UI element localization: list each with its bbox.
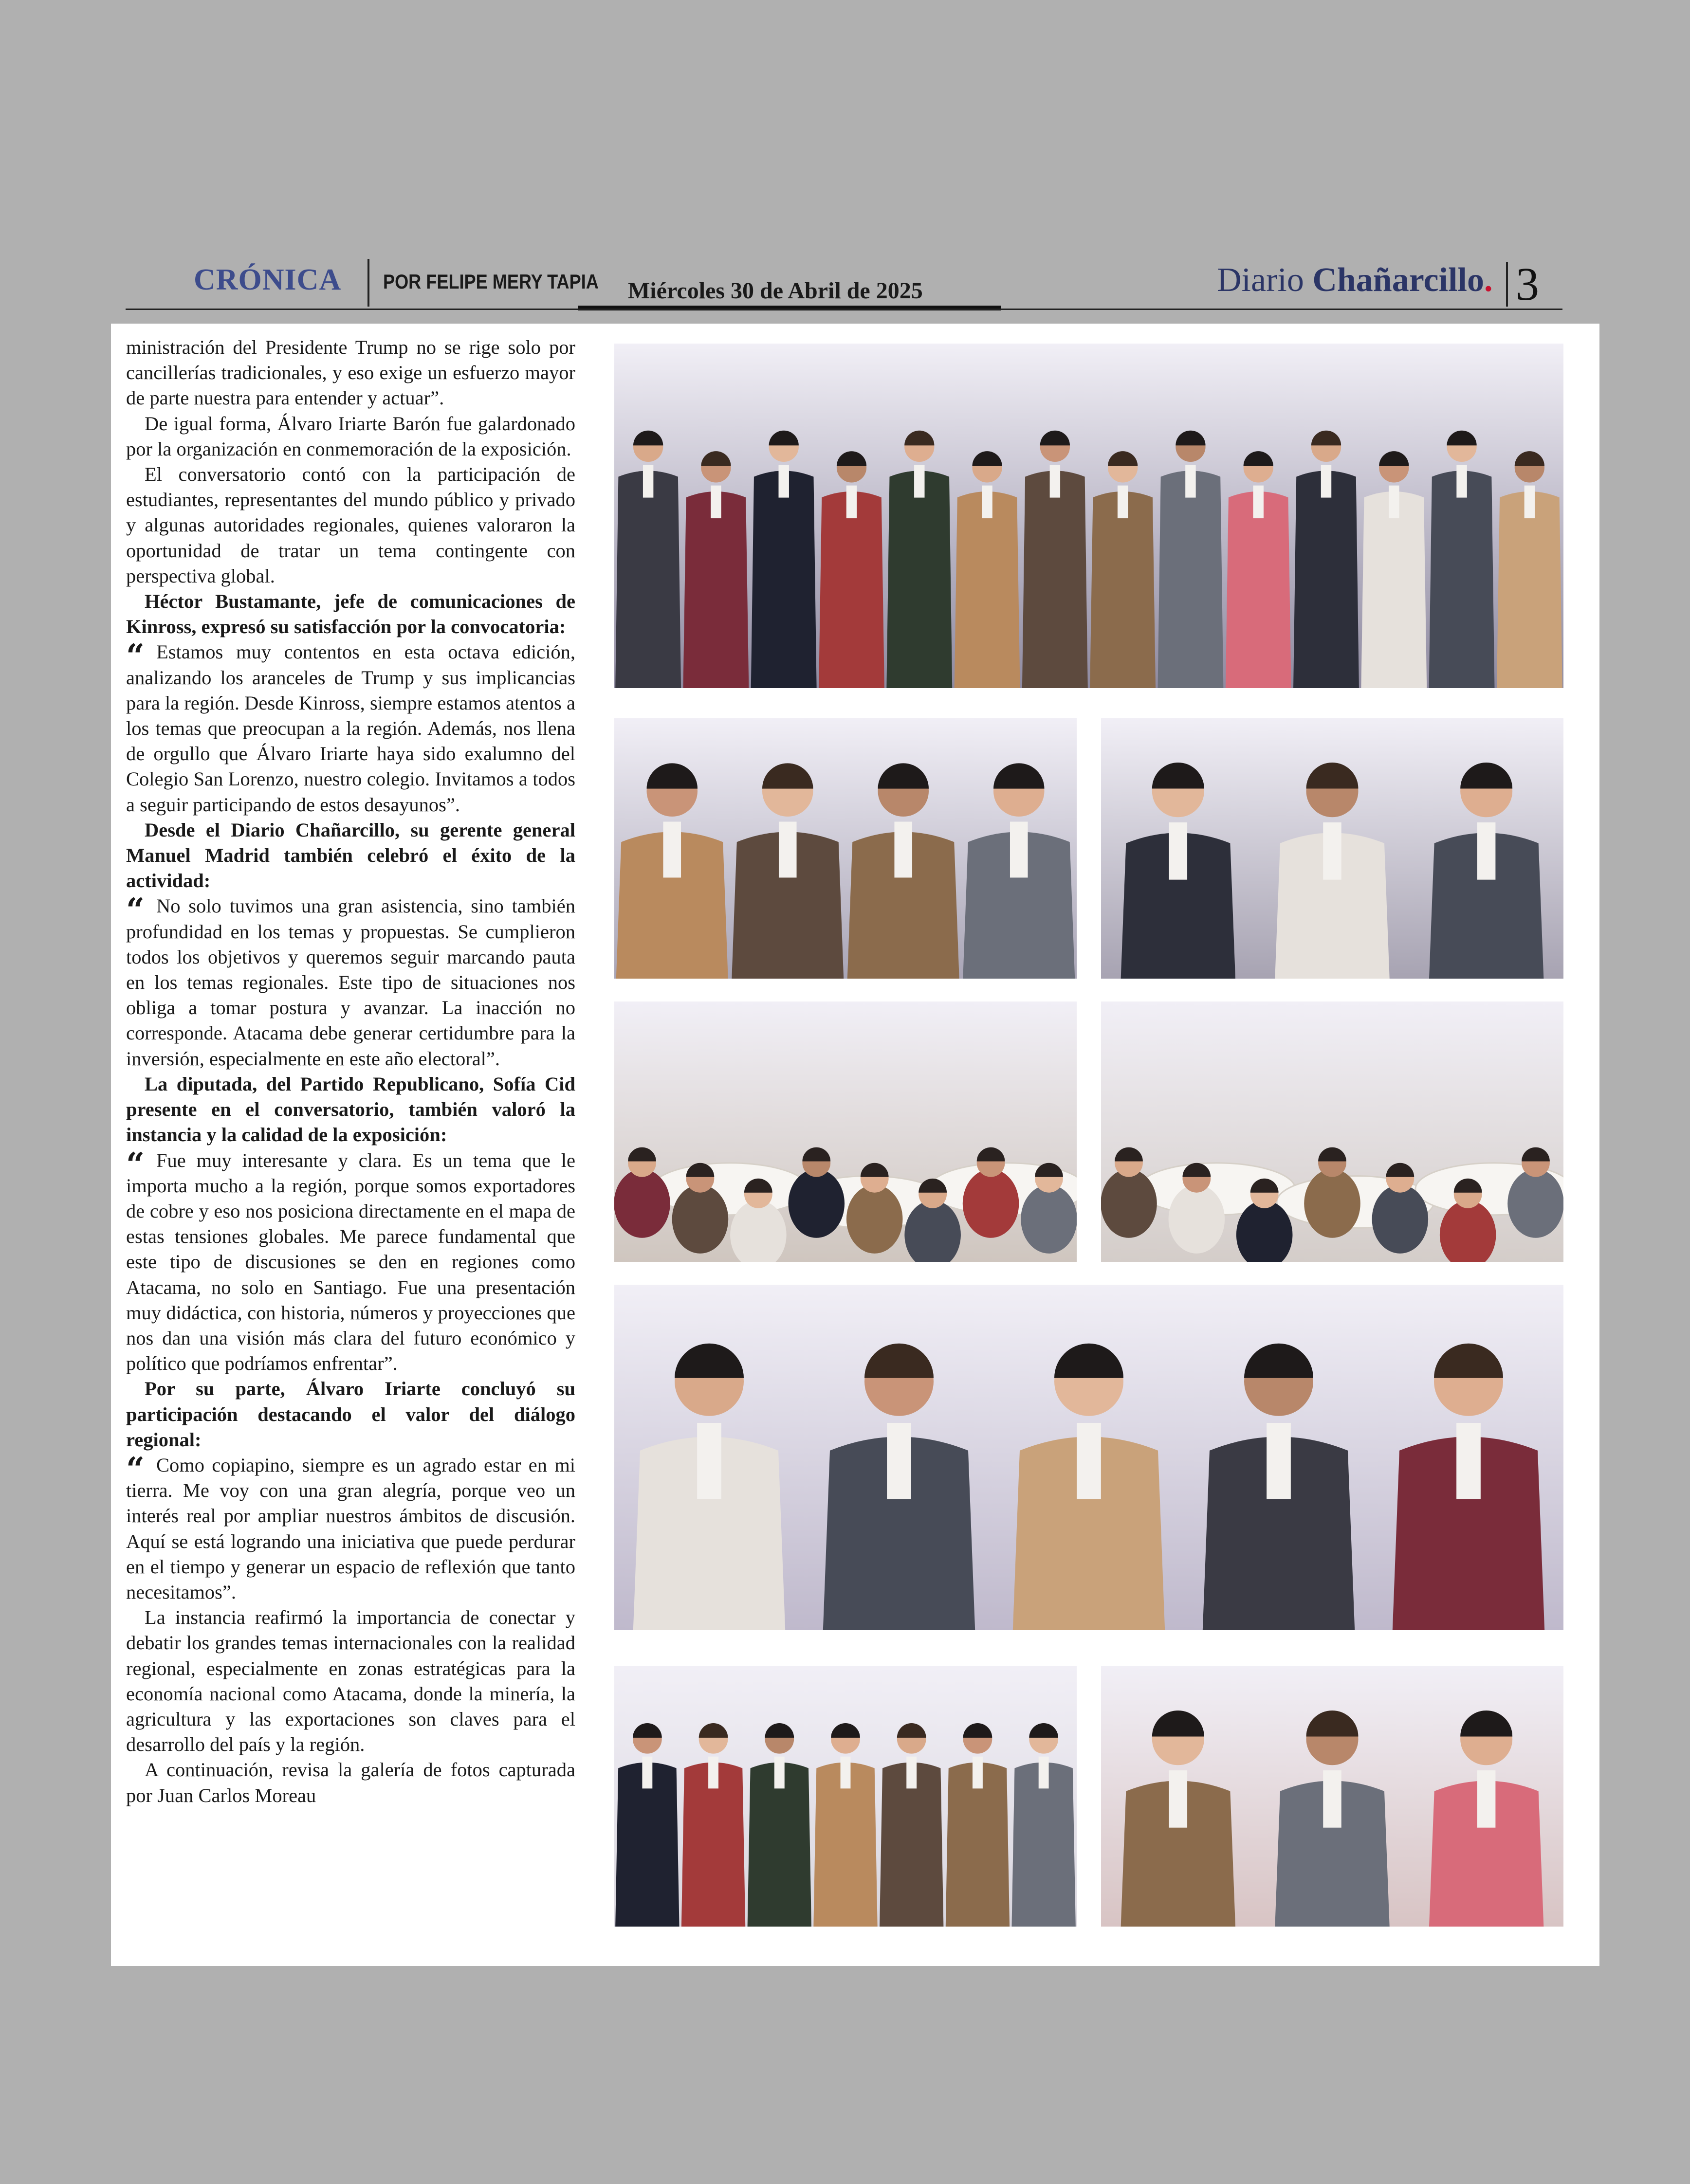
photo-table-guests <box>1101 1001 1563 1262</box>
photo-students-bags <box>614 1666 1077 1927</box>
quote-text: No solo tuvimos una gran asistencia, sino también profundidad en los temas y propuestas. Se cumplieron todos los objetivos y queremos seguir marcando pauta en los temas regionales. Este tipo de situaciones nos obliga a tomar postura y avanzar. La inacción no corresponde. Atacama debe generar certidumbre para la inversión, especialmente en este año electoral”. <box>126 895 575 1070</box>
quote-paragraph: “ Fue muy interesante y clara. Es un tema que le importa mucho a la región, porque somos exportadores de cobre y eso nos posiciona directamente en el mapa de estas tensiones globales. Me parece fundamental que este tipo de discusiones se den en regiones como Atacama, no solo en Santiago. Fue una presentación muy didáctica, con historia, números y proyecciones que nos dan una visión más clara del futuro económico y político que podríamos enfrentar”. <box>126 1145 575 1375</box>
quote-text: Fue muy interesante y clara. Es un tema que le importa mucho a la región, porque somos exportadores de cobre y eso nos posiciona directamente en el mapa de estas tensiones globales. Me parece fundamental que este tipo de discusiones se den en regiones como Atacama, no solo en Santiago. Fue una presentación muy didáctica, con historia, números y proyecciones que nos dan una visión más clara del futuro económico y político que podríamos enfrentar”. <box>126 1149 575 1375</box>
photo-authorities <box>614 1285 1563 1630</box>
quote-paragraph: “ Estamos muy contentos en esta octava edición, analizando los aranceles de Trump y sus implicancias para la región. Desde Kinross, siempre estamos atentos a los temas que preocupan a la región. Además, nos llena de orgullo que Álvaro Iriarte haya sido exalumno del Colegio San Lorenzo, nuestro colegio. Invitamos a todos a seguir participando de estos desayunos”. <box>126 637 575 816</box>
brand-prefix: Diario <box>1217 261 1304 299</box>
newspaper-brand <box>1217 261 1492 300</box>
paragraph: La instancia reafirmó la importancia de conectar y debatir los grandes temas internacionales con la realidad regional, especialmente en zonas estratégicas para la economía nacional como Atacama, donde la minería, la agricultura y las exportaciones son claves para el desarrollo del país y la región. <box>126 1606 575 1756</box>
photo-group-large <box>614 344 1563 688</box>
paragraph: A continuación, revisa la galería de fotos capturada por Juan Carlos Moreau <box>126 1759 575 1806</box>
section-title: CRÓNICA <box>194 263 342 296</box>
page-number-divider <box>1506 262 1508 307</box>
lead-paragraph: Desde el Diario Chañarcillo, su gerente general Manuel Madrid también celebró el éxito de la actividad: <box>126 819 575 892</box>
byline: POR FELIPE MERY TAPIA <box>383 270 599 293</box>
photo-trio <box>1101 718 1563 979</box>
paragraph: ministración del Presidente Trump no se rige solo por cancillerías tradicionales, y eso exige un esfuerzo mayor de parte nuestra para entender y actuar”. <box>126 336 575 409</box>
page-number: 3 <box>1516 258 1539 310</box>
lead-paragraph: Héctor Bustamante, jefe de comunicaciones de Kinross, expresó su satisfacción por la convocatoria: <box>126 590 575 638</box>
header-rule <box>126 309 1562 310</box>
quote-paragraph: “ Como copiapino, siempre es un agrado estar en mi tierra. Me voy con una gran alegría, porque veo un interés real por ampliar nuestros ámbitos de discusión. Aquí se está logrando una iniciativa que puede perdurar en el tiempo y generar un espacio de reflexión que tanto necesitamos”. <box>126 1450 575 1603</box>
paragraph: De igual forma, Álvaro Iriarte Barón fue galardonado por la organización en conmemoración de la exposición. <box>126 412 575 460</box>
quote-text: Estamos muy contentos en esta octava edición, analizando los aranceles de Trump y sus implicancias para la región. Desde Kinross, siempre estamos atentos a los temas que preocupan a la región. Además, nos llena de orgullo que Álvaro Iriarte haya sido exalumno del Colegio San Lorenzo, nuestro colegio. Invitamos a todos a seguir participando de estos desayunos”. <box>126 641 575 816</box>
header-divider <box>367 259 369 307</box>
page-header <box>0 0 1690 321</box>
photo-award-students <box>614 718 1077 979</box>
issue-date: Miércoles 30 de Abril de 2025 <box>628 278 923 304</box>
brand-name: Chañarcillo <box>1312 261 1484 299</box>
paragraph: El conversatorio contó con la participación de estudiantes, representantes del mundo público y privado y algunas autoridades regionales, quienes valoraron la oportunidad de tratar un tema contingente con perspectiva global. <box>126 463 575 587</box>
brand-dot: . <box>1484 261 1493 299</box>
photo-audience-hall <box>614 1001 1077 1262</box>
lead-paragraph: Por su parte, Álvaro Iriarte concluyó su participación destacando el valor del diálogo regional: <box>126 1378 575 1451</box>
quote-paragraph: “ No solo tuvimos una gran asistencia, sino también profundidad en los temas y propuestas. Se cumplieron todos los objetivos y queremos seguir marcando pauta en los temas regionales. Este tipo de situaciones nos obliga a tomar postura y avanzar. La inacción no corresponde. Atacama debe generar certidumbre para la inversión, especialmente en este año electoral”. <box>126 891 575 1070</box>
article-column <box>126 335 575 1808</box>
lead-paragraph: La diputada, del Partido Republicano, Sofía Cid presente en el conversatorio, también valoró la instancia y la calidad de la exposición: <box>126 1073 575 1146</box>
quote-text: Como copiapino, siempre es un agrado estar en mi tierra. Me voy con una gran alegría, porque veo un interés real por ampliar nuestros ámbitos de discusión. Aquí se está logrando una iniciativa que puede perdurar en el tiempo y generar un espacio de reflexión que tanto necesitamos”. <box>126 1454 575 1603</box>
photo-speaker-award <box>1101 1666 1563 1927</box>
